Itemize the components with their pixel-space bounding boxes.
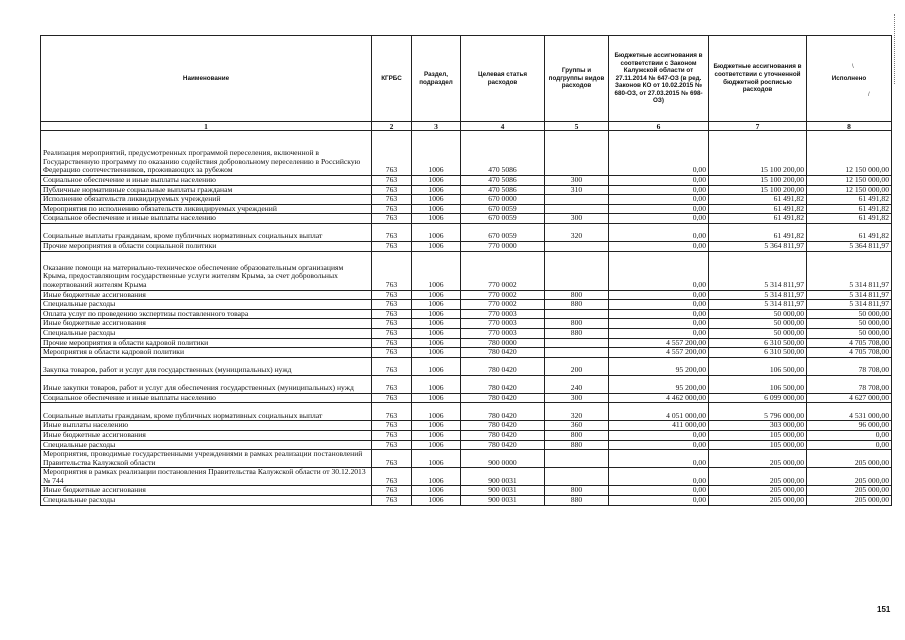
table-row <box>41 486 892 496</box>
header-kgrbs: КГРБС <box>372 36 412 122</box>
stray-mark: \ <box>852 64 854 70</box>
row-expense-group <box>545 309 609 319</box>
row-executed-amount: 61 491,82 <box>807 214 892 224</box>
row-kgrbs: 763 <box>372 348 412 358</box>
row-name: Социальное обеспечение и иные выплаты населению <box>41 214 372 224</box>
row-name: Социальное обеспечение и иные выплаты населению <box>41 393 372 403</box>
row-target-article: 780 0420 <box>461 421 545 431</box>
row-expense-group: 880 <box>545 440 609 450</box>
row-kgrbs: 763 <box>372 421 412 431</box>
row-refined-amount: 61 491,82 <box>709 204 807 214</box>
row-name: Иные бюджетные ассигнования <box>41 319 372 329</box>
row-expense-group <box>545 204 609 214</box>
table-row <box>41 185 892 195</box>
row-executed-amount: 5 314 811,97 <box>807 290 892 300</box>
column-number: 3 <box>412 122 461 131</box>
row-section: 1006 <box>412 309 461 319</box>
row-executed-amount: 78 708,00 <box>807 357 892 375</box>
row-name: Мероприятия в области кадровой политики <box>41 348 372 358</box>
row-target-article: 770 0002 <box>461 290 545 300</box>
row-expense-group: 310 <box>545 185 609 195</box>
row-refined-amount: 50 000,00 <box>709 319 807 329</box>
row-target-article: 780 0000 <box>461 338 545 348</box>
table-row <box>41 496 892 506</box>
row-refined-amount: 205 000,00 <box>709 468 807 486</box>
row-expense-group: 880 <box>545 300 609 310</box>
row-expense-group <box>545 195 609 205</box>
row-law-amount: 0,00 <box>609 241 709 251</box>
row-expense-group: 800 <box>545 290 609 300</box>
row-refined-amount: 205 000,00 <box>709 496 807 506</box>
row-expense-group <box>545 348 609 358</box>
row-executed-amount: 5 364 811,97 <box>807 241 892 251</box>
row-section: 1006 <box>412 204 461 214</box>
row-target-article: 770 0003 <box>461 319 545 329</box>
row-refined-amount: 5 314 811,97 <box>709 300 807 310</box>
margin-scan-marks <box>894 14 900 84</box>
row-law-amount: 0,00 <box>609 251 709 290</box>
row-executed-amount: 78 708,00 <box>807 375 892 393</box>
row-expense-group: 200 <box>545 357 609 375</box>
header-executed: Исполнено <box>807 36 892 122</box>
row-law-amount: 0,00 <box>609 195 709 205</box>
row-expense-group <box>545 251 609 290</box>
row-section: 1006 <box>412 393 461 403</box>
row-name: Мероприятия, проводимые государственными учреждениями в рамках реализации постановлений Правительства Калужской области <box>41 450 372 468</box>
column-number: 1 <box>41 122 372 131</box>
table-row <box>41 241 892 251</box>
row-executed-amount: 5 314 811,97 <box>807 300 892 310</box>
row-expense-group: 240 <box>545 375 609 393</box>
row-name: Иные закупки товаров, работ и услуг для обеспечения государственных (муниципальных) нужд <box>41 375 372 393</box>
row-refined-amount: 6 099 000,00 <box>709 393 807 403</box>
row-target-article: 900 0000 <box>461 450 545 468</box>
stray-mark: / <box>868 92 870 98</box>
row-executed-amount: 50 000,00 <box>807 319 892 329</box>
table-row <box>41 131 892 176</box>
row-refined-amount: 61 491,82 <box>709 195 807 205</box>
row-section: 1006 <box>412 319 461 329</box>
row-target-article: 770 0002 <box>461 251 545 290</box>
row-kgrbs: 763 <box>372 319 412 329</box>
row-section: 1006 <box>412 195 461 205</box>
table-row <box>41 300 892 310</box>
row-kgrbs: 763 <box>372 496 412 506</box>
row-law-amount: 95 200,00 <box>609 375 709 393</box>
page-number: 151 <box>877 605 891 614</box>
column-number: 7 <box>709 122 807 131</box>
row-executed-amount: 96 000,00 <box>807 421 892 431</box>
row-kgrbs: 763 <box>372 223 412 241</box>
row-kgrbs: 763 <box>372 309 412 319</box>
table-row <box>41 195 892 205</box>
column-number-row <box>41 122 892 131</box>
row-law-amount: 4 557 200,00 <box>609 348 709 358</box>
row-name: Прочие мероприятия в области социальной политики <box>41 241 372 251</box>
header-target-article: Целевая статья расходов <box>461 36 545 122</box>
row-name: Мероприятия по исполнению обязательств ликвидируемых учреждений <box>41 204 372 214</box>
header-row <box>41 36 892 122</box>
table-row <box>41 421 892 431</box>
row-law-amount: 4 462 000,00 <box>609 393 709 403</box>
row-refined-amount: 15 100 200,00 <box>709 185 807 195</box>
table-row <box>41 214 892 224</box>
row-law-amount: 0,00 <box>609 185 709 195</box>
row-executed-amount: 50 000,00 <box>807 328 892 338</box>
row-executed-amount: 4 531 000,00 <box>807 403 892 421</box>
row-target-article: 900 0031 <box>461 468 545 486</box>
row-expense-group: 880 <box>545 496 609 506</box>
header-refined-allocations: Бюджетные ассигнования в соответствии с уточненной бюджетной росписью расходов <box>709 36 807 122</box>
row-name: Реализация мероприятий, предусмотренных программой переселения, включенной в Государственную программу по оказанию содействия добровольному переселению в Российскую Федерацию соотечественников, проживающих за рубежом <box>41 131 372 176</box>
header-section: Раздел, подраздел <box>412 36 461 122</box>
row-law-amount: 0,00 <box>609 496 709 506</box>
row-expense-group: 360 <box>545 421 609 431</box>
row-kgrbs: 763 <box>372 375 412 393</box>
row-executed-amount: 4 705 708,00 <box>807 338 892 348</box>
row-section: 1006 <box>412 241 461 251</box>
row-section: 1006 <box>412 300 461 310</box>
row-kgrbs: 763 <box>372 185 412 195</box>
row-kgrbs: 763 <box>372 338 412 348</box>
row-refined-amount: 61 491,82 <box>709 223 807 241</box>
row-section: 1006 <box>412 131 461 176</box>
table-row <box>41 309 892 319</box>
row-kgrbs: 763 <box>372 251 412 290</box>
row-name: Прочие мероприятия в области кадровой политики <box>41 338 372 348</box>
row-name: Оказание помощи на материально-техническое обеспечение образовательным организациям Крыма, предоставляющим государственные услуги жителям Крыма, за счет добровольных пожертвований жителям Крыма <box>41 251 372 290</box>
table-row <box>41 319 892 329</box>
table-row <box>41 440 892 450</box>
row-kgrbs: 763 <box>372 468 412 486</box>
table-row <box>41 403 892 421</box>
row-law-amount: 95 200,00 <box>609 357 709 375</box>
row-kgrbs: 763 <box>372 300 412 310</box>
row-target-article: 780 0420 <box>461 440 545 450</box>
row-kgrbs: 763 <box>372 486 412 496</box>
table-row <box>41 176 892 186</box>
row-target-article: 780 0420 <box>461 393 545 403</box>
row-name: Специальные расходы <box>41 496 372 506</box>
row-section: 1006 <box>412 348 461 358</box>
table-row <box>41 204 892 214</box>
row-expense-group: 300 <box>545 214 609 224</box>
row-law-amount: 0,00 <box>609 450 709 468</box>
table-row <box>41 375 892 393</box>
row-kgrbs: 763 <box>372 440 412 450</box>
row-name: Публичные нормативные социальные выплаты гражданам <box>41 185 372 195</box>
row-refined-amount: 5 314 811,97 <box>709 251 807 290</box>
row-law-amount: 4 051 000,00 <box>609 403 709 421</box>
table-row <box>41 338 892 348</box>
row-executed-amount: 205 000,00 <box>807 450 892 468</box>
table-row <box>41 357 892 375</box>
row-law-amount: 0,00 <box>609 131 709 176</box>
row-target-article: 770 0002 <box>461 300 545 310</box>
row-law-amount: 0,00 <box>609 468 709 486</box>
row-kgrbs: 763 <box>372 204 412 214</box>
row-name: Специальные расходы <box>41 440 372 450</box>
row-kgrbs: 763 <box>372 393 412 403</box>
budget-execution-table <box>40 35 892 506</box>
row-law-amount: 411 000,00 <box>609 421 709 431</box>
row-expense-group <box>545 468 609 486</box>
row-section: 1006 <box>412 440 461 450</box>
row-expense-group: 800 <box>545 430 609 440</box>
row-expense-group: 800 <box>545 486 609 496</box>
row-law-amount: 0,00 <box>609 223 709 241</box>
row-expense-group: 300 <box>545 176 609 186</box>
row-section: 1006 <box>412 486 461 496</box>
row-executed-amount: 205 000,00 <box>807 468 892 486</box>
column-number: 6 <box>609 122 709 131</box>
row-section: 1006 <box>412 430 461 440</box>
row-kgrbs: 763 <box>372 450 412 468</box>
row-expense-group <box>545 131 609 176</box>
row-name: Социальное обеспечение и иные выплаты населению <box>41 176 372 186</box>
row-expense-group: 320 <box>545 403 609 421</box>
row-section: 1006 <box>412 328 461 338</box>
row-refined-amount: 5 314 811,97 <box>709 290 807 300</box>
row-target-article: 780 0420 <box>461 357 545 375</box>
column-number: 4 <box>461 122 545 131</box>
row-target-article: 780 0420 <box>461 430 545 440</box>
row-section: 1006 <box>412 468 461 486</box>
table-row <box>41 468 892 486</box>
row-section: 1006 <box>412 338 461 348</box>
row-name: Иные бюджетные ассигнования <box>41 486 372 496</box>
row-section: 1006 <box>412 185 461 195</box>
row-name: Закупка товаров, работ и услуг для государственных (муниципальных) нужд <box>41 357 372 375</box>
row-target-article: 470 5086 <box>461 185 545 195</box>
table-row <box>41 251 892 290</box>
row-refined-amount: 15 100 200,00 <box>709 176 807 186</box>
row-law-amount: 0,00 <box>609 300 709 310</box>
row-refined-amount: 6 310 500,00 <box>709 348 807 358</box>
row-target-article: 670 0059 <box>461 204 545 214</box>
row-expense-group: 300 <box>545 393 609 403</box>
row-executed-amount: 4 627 000,00 <box>807 393 892 403</box>
row-executed-amount: 12 150 000,00 <box>807 131 892 176</box>
table-row <box>41 223 892 241</box>
row-expense-group: 880 <box>545 328 609 338</box>
row-refined-amount: 50 000,00 <box>709 328 807 338</box>
row-section: 1006 <box>412 375 461 393</box>
row-executed-amount: 205 000,00 <box>807 486 892 496</box>
row-expense-group: 800 <box>545 319 609 329</box>
row-expense-group <box>545 338 609 348</box>
row-name: Социальные выплаты гражданам, кроме публичных нормативных социальных выплат <box>41 403 372 421</box>
table-body <box>41 131 892 506</box>
row-refined-amount: 105 000,00 <box>709 440 807 450</box>
row-target-article: 770 0003 <box>461 309 545 319</box>
row-kgrbs: 763 <box>372 214 412 224</box>
row-target-article: 770 0003 <box>461 328 545 338</box>
table-row <box>41 290 892 300</box>
row-section: 1006 <box>412 450 461 468</box>
row-name: Иные выплаты населению <box>41 421 372 431</box>
row-executed-amount: 205 000,00 <box>807 496 892 506</box>
row-target-article: 470 5086 <box>461 131 545 176</box>
row-section: 1006 <box>412 223 461 241</box>
row-target-article: 780 0420 <box>461 348 545 358</box>
row-executed-amount: 4 705 708,00 <box>807 348 892 358</box>
header-name: Наименование <box>41 36 372 122</box>
row-law-amount: 0,00 <box>609 440 709 450</box>
row-refined-amount: 5 796 000,00 <box>709 403 807 421</box>
row-section: 1006 <box>412 403 461 421</box>
row-target-article: 780 0420 <box>461 375 545 393</box>
row-kgrbs: 763 <box>372 430 412 440</box>
row-refined-amount: 50 000,00 <box>709 309 807 319</box>
row-refined-amount: 61 491,82 <box>709 214 807 224</box>
row-name: Социальные выплаты гражданам, кроме публичных нормативных социальных выплат <box>41 223 372 241</box>
row-target-article: 670 0059 <box>461 214 545 224</box>
row-name: Мероприятия в рамках реализации постановления Правительства Калужской области от 30.12.2013 № 744 <box>41 468 372 486</box>
row-name: Специальные расходы <box>41 328 372 338</box>
row-kgrbs: 763 <box>372 241 412 251</box>
row-kgrbs: 763 <box>372 328 412 338</box>
row-executed-amount: 61 491,82 <box>807 223 892 241</box>
row-law-amount: 0,00 <box>609 309 709 319</box>
row-executed-amount: 12 150 000,00 <box>807 185 892 195</box>
row-section: 1006 <box>412 214 461 224</box>
row-refined-amount: 105 000,00 <box>709 430 807 440</box>
row-executed-amount: 61 491,82 <box>807 195 892 205</box>
row-target-article: 900 0031 <box>461 486 545 496</box>
row-name: Специальные расходы <box>41 300 372 310</box>
row-name: Иные бюджетные ассигнования <box>41 430 372 440</box>
row-target-article: 470 5086 <box>461 176 545 186</box>
row-target-article: 770 0000 <box>461 241 545 251</box>
row-refined-amount: 106 500,00 <box>709 357 807 375</box>
row-name: Оплата услуг по проведению экспертизы поставленного товара <box>41 309 372 319</box>
row-name: Иные бюджетные ассигнования <box>41 290 372 300</box>
row-refined-amount: 5 364 811,97 <box>709 241 807 251</box>
row-kgrbs: 763 <box>372 290 412 300</box>
row-expense-group <box>545 241 609 251</box>
column-number: 5 <box>545 122 609 131</box>
column-number: 8 <box>807 122 892 131</box>
row-section: 1006 <box>412 176 461 186</box>
row-kgrbs: 763 <box>372 403 412 421</box>
row-executed-amount: 0,00 <box>807 440 892 450</box>
row-executed-amount: 0,00 <box>807 430 892 440</box>
row-law-amount: 0,00 <box>609 176 709 186</box>
row-refined-amount: 205 000,00 <box>709 486 807 496</box>
row-executed-amount: 5 314 811,97 <box>807 251 892 290</box>
table-row <box>41 328 892 338</box>
row-kgrbs: 763 <box>372 131 412 176</box>
row-law-amount: 4 557 200,00 <box>609 338 709 348</box>
row-law-amount: 0,00 <box>609 319 709 329</box>
row-executed-amount: 61 491,82 <box>807 204 892 214</box>
row-section: 1006 <box>412 357 461 375</box>
row-target-article: 670 0000 <box>461 195 545 205</box>
row-section: 1006 <box>412 421 461 431</box>
row-target-article: 780 0420 <box>461 403 545 421</box>
row-refined-amount: 106 500,00 <box>709 375 807 393</box>
row-target-article: 670 0059 <box>461 223 545 241</box>
row-law-amount: 0,00 <box>609 204 709 214</box>
row-law-amount: 0,00 <box>609 214 709 224</box>
row-executed-amount: 12 150 000,00 <box>807 176 892 186</box>
row-expense-group <box>545 450 609 468</box>
row-law-amount: 0,00 <box>609 430 709 440</box>
header-expense-group: Группы и подгруппы видов расходов <box>545 36 609 122</box>
row-refined-amount: 15 100 200,00 <box>709 131 807 176</box>
row-refined-amount: 303 000,00 <box>709 421 807 431</box>
row-law-amount: 0,00 <box>609 328 709 338</box>
row-kgrbs: 763 <box>372 357 412 375</box>
header-law-allocations: Бюджетные ассигнования в соответствии с Законом Калужской области от 27.11.2014 № 647-ОЗ (в ред. Законов КО от 10.02.2015 № 680-ОЗ, от 27.03.2015 № 698-ОЗ) <box>609 36 709 122</box>
row-section: 1006 <box>412 251 461 290</box>
table-row <box>41 430 892 440</box>
row-refined-amount: 6 310 500,00 <box>709 338 807 348</box>
row-section: 1006 <box>412 290 461 300</box>
table-row <box>41 348 892 358</box>
row-expense-group: 320 <box>545 223 609 241</box>
row-executed-amount: 50 000,00 <box>807 309 892 319</box>
row-target-article: 900 0031 <box>461 496 545 506</box>
table-row <box>41 393 892 403</box>
row-name: Исполнение обязательств ликвидируемых учреждений <box>41 195 372 205</box>
row-law-amount: 0,00 <box>609 486 709 496</box>
column-number: 2 <box>372 122 412 131</box>
row-refined-amount: 205 000,00 <box>709 450 807 468</box>
row-law-amount: 0,00 <box>609 290 709 300</box>
row-section: 1006 <box>412 496 461 506</box>
table-row <box>41 450 892 468</box>
row-kgrbs: 763 <box>372 176 412 186</box>
row-kgrbs: 763 <box>372 195 412 205</box>
